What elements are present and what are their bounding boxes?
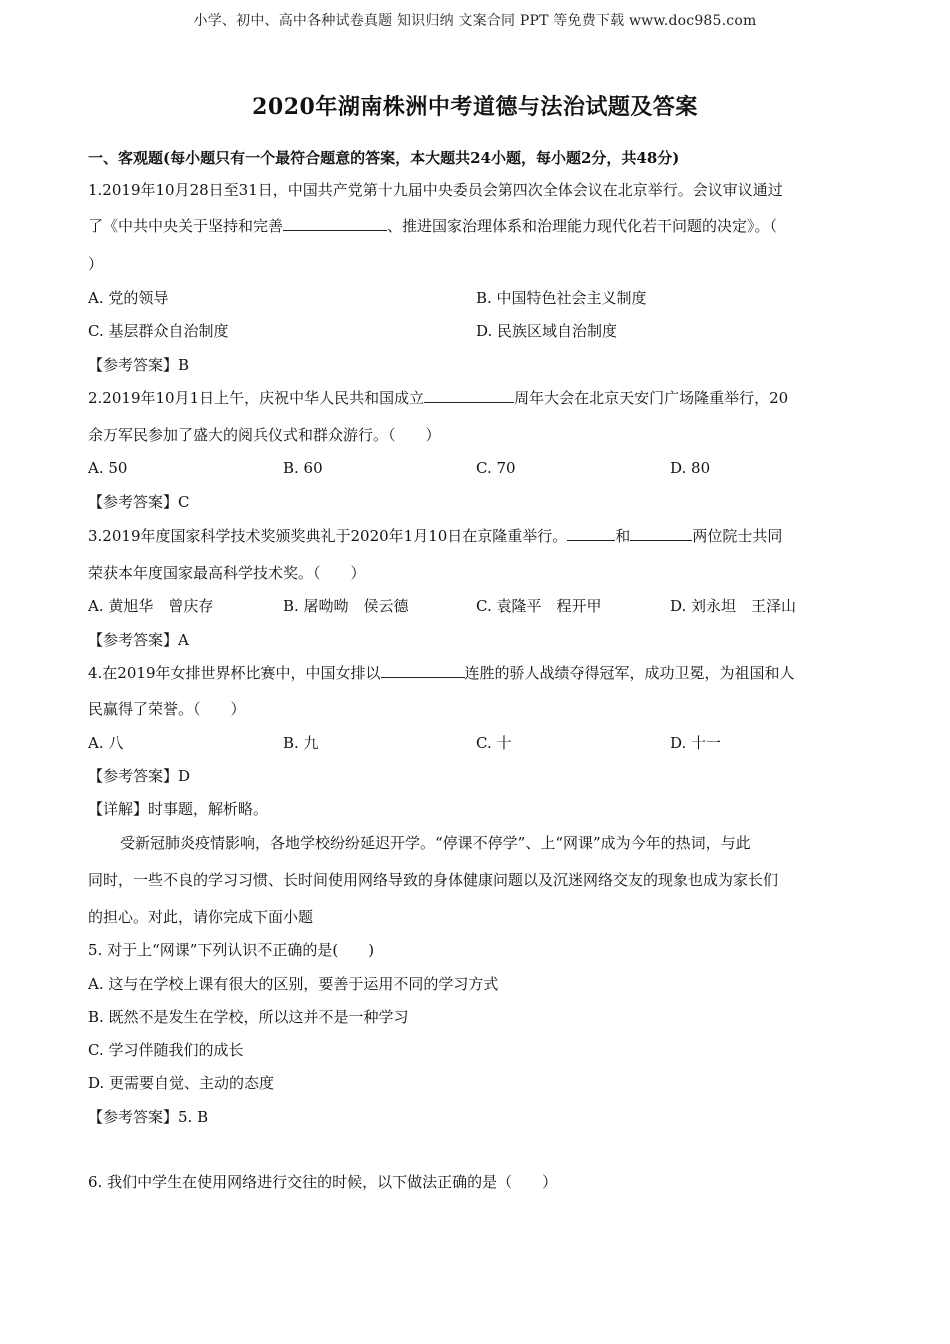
answer-blank bbox=[283, 216, 387, 231]
question-1-line-3: ） bbox=[88, 255, 104, 273]
option-d: D. 刘永坦 王泽山 bbox=[670, 597, 797, 615]
question-5-stem: 5. 对于上“网课”下列认识不正确的是( ) bbox=[88, 941, 375, 959]
answer-key: 【参考答案】D bbox=[88, 767, 191, 785]
answer-key: 【参考答案】C bbox=[88, 493, 190, 511]
question-3-text-b: 和 bbox=[615, 527, 631, 545]
option-b: B. 60 bbox=[283, 459, 323, 477]
option-b: B. 九 bbox=[283, 734, 319, 752]
passage-line-3: 的担心。对此，请你完成下面小题 bbox=[88, 908, 314, 926]
page-title: 2020年湖南株洲中考道德与法治试题及答案 bbox=[252, 94, 698, 120]
question-2-text-a: 2.2019年10月1日上午，庆祝中华人民共和国成立 bbox=[88, 389, 425, 407]
answer-key: 【参考答案】5. B bbox=[88, 1108, 209, 1126]
question-6-stem: 6. 我们中学生在使用网络进行交往的时候，以下做法正确的是（ ） bbox=[88, 1173, 558, 1191]
option-a: A. 八 bbox=[88, 734, 124, 752]
option-a: A. 党的领导 bbox=[88, 289, 169, 307]
passage-line-2: 同时，一些不良的学习习惯、长时间使用网络导致的身体健康问题以及沉迷网络交友的现象也成为家长们 bbox=[88, 871, 779, 889]
option-b: B. 既然不是发生在学校，所以这并不是一种学习 bbox=[88, 1008, 409, 1026]
question-4-text-a: 4.在2019年女排世界杯比赛中，中国女排以 bbox=[88, 664, 381, 682]
option-c: C. 70 bbox=[476, 459, 516, 477]
option-d: D. 80 bbox=[670, 459, 711, 477]
question-1-text-a: 了《中共中央关于坚持和完善 bbox=[88, 217, 284, 235]
option-c: C. 基层群众自治制度 bbox=[88, 322, 229, 340]
answer-key: 【参考答案】B bbox=[88, 356, 190, 374]
option-d: D. 更需要自觉、主动的态度 bbox=[88, 1074, 275, 1092]
answer-blank bbox=[424, 388, 514, 403]
section-heading: 一、客观题(每小题只有一个最符合题意的答案，本大题共24小题，每小题2分，共48分) bbox=[88, 149, 680, 167]
passage-line-1: 受新冠肺炎疫情影响，各地学校纷纷延迟开学。“停课不停学”、上“网课”成为今年的热词，与此 bbox=[120, 834, 751, 852]
site-header: 小学、初中、高中各种试卷真题 知识归纳 文案合同 PPT 等免费下载 www.doc985.com bbox=[193, 13, 757, 29]
question-3-line-1 bbox=[88, 526, 782, 546]
option-b: B. 中国特色社会主义制度 bbox=[476, 289, 647, 307]
option-d: D. 十一 bbox=[670, 734, 722, 752]
question-2-line-2: 余万军民参加了盛大的阅兵仪式和群众游行。（ ） bbox=[88, 426, 441, 444]
answer-blank bbox=[381, 663, 465, 678]
option-a: A. 50 bbox=[88, 459, 128, 477]
question-1-line-1: 1.2019年10月28日至31日，中国共产党第十九届中央委员会第四次全体会议在北京举行。会议审议通过 bbox=[88, 181, 783, 199]
option-c: C. 十 bbox=[476, 734, 512, 752]
answer-blank bbox=[630, 526, 692, 541]
answer-blank bbox=[567, 526, 615, 541]
question-1-text-b: 、推进国家治理体系和治理能力现代化若干问题的决定》。（ bbox=[387, 217, 778, 235]
option-d: D. 民族区域自治制度 bbox=[476, 322, 618, 340]
question-3-line-2: 荣获本年度国家最高科学技术奖。（ ） bbox=[88, 564, 366, 582]
option-b: B. 屠呦呦 侯云德 bbox=[283, 597, 409, 615]
question-2-line-1 bbox=[88, 388, 788, 408]
question-1-line-2 bbox=[88, 216, 777, 236]
option-a: A. 这与在学校上课有很大的区别，要善于运用不同的学习方式 bbox=[88, 975, 499, 993]
question-4-line-1 bbox=[88, 663, 795, 683]
answer-key: 【参考答案】A bbox=[88, 631, 189, 649]
option-c: C. 袁隆平 程开甲 bbox=[476, 597, 602, 615]
question-3-text-a: 3.2019年度国家科学技术奖颁奖典礼于2020年1月10日在京隆重举行。 bbox=[88, 527, 568, 545]
question-4-text-b: 连胜的骄人战绩夺得冠军，成功卫冕，为祖国和人 bbox=[464, 664, 795, 682]
question-2-text-b: 周年大会在北京天安门广场隆重举行，20 bbox=[514, 389, 789, 407]
answer-detail: 【详解】时事题，解析略。 bbox=[88, 800, 269, 818]
option-a: A. 黄旭华 曾庆存 bbox=[88, 597, 214, 615]
question-3-text-c: 两位院士共同 bbox=[692, 527, 783, 545]
option-c: C. 学习伴随我们的成长 bbox=[88, 1041, 244, 1059]
question-4-line-2: 民赢得了荣誉。（ ） bbox=[88, 700, 246, 718]
